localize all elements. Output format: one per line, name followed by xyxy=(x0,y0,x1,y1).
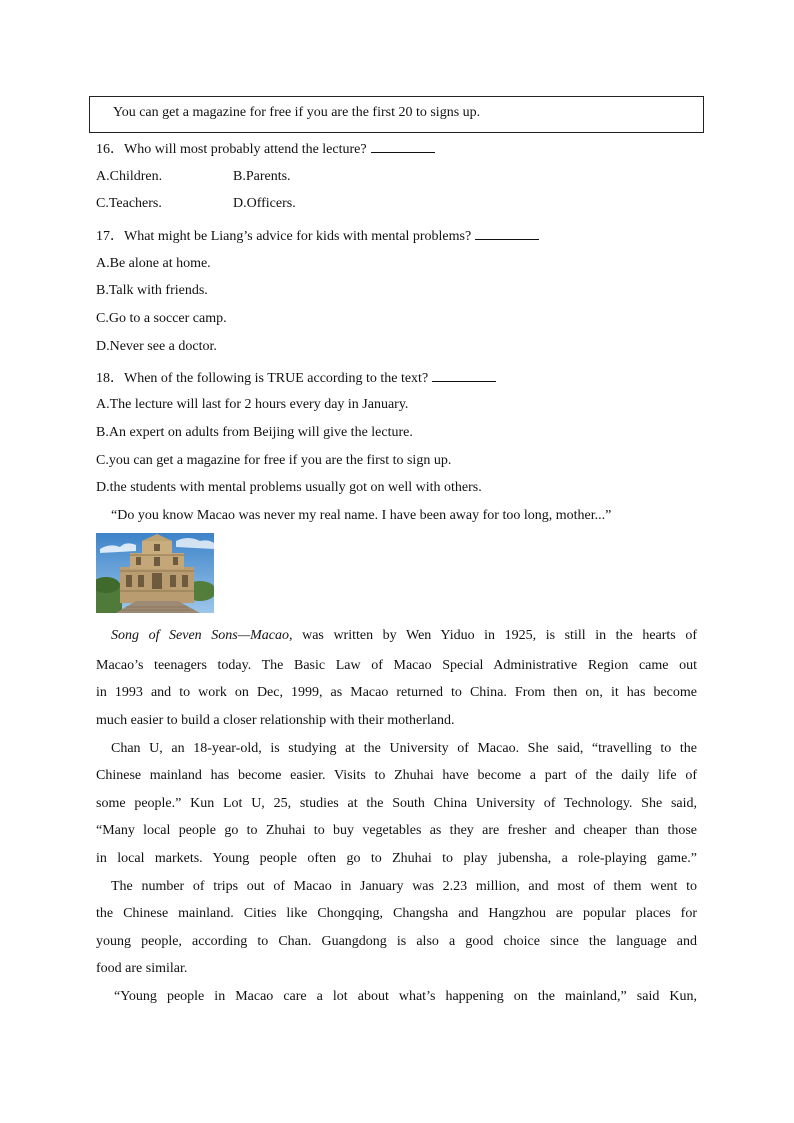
option-17a: A.Be alone at home. xyxy=(96,256,211,271)
paragraph-1-line-1 xyxy=(111,629,697,643)
question-17-stem: 17．What might be Liang’s advice for kids with mental problems? xyxy=(96,229,472,244)
option-16a: A.Children. xyxy=(96,169,163,184)
option-16d: D.Officers. xyxy=(233,196,296,211)
question-17 xyxy=(96,227,539,244)
macao-ruins-photo xyxy=(96,533,214,613)
paragraph-2-line-2: Chinese mainland has become easier. Visits to Zhuhai have become a part of the daily life of xyxy=(96,768,697,783)
question-18-stem: 18．When of the following is TRUE according to the text? xyxy=(96,371,429,386)
question-16-stem: 16．Who will most probably attend the lecture? xyxy=(96,142,367,157)
paragraph-2-line-4: “Many local people go to Zhuhai to buy vegetables as they are fresher and cheaper than those xyxy=(96,823,697,838)
option-18a: A.The lecture will last for 2 hours every day in January. xyxy=(96,397,409,412)
option-17c: C.Go to a soccer camp. xyxy=(96,311,227,326)
answer-blank-17 xyxy=(475,227,539,240)
answer-blank-18 xyxy=(432,369,496,382)
paragraph-2-line-5: in local markets. Young people often go to Zhuhai to play jubensha, a role-playing game.” xyxy=(96,851,697,866)
paragraph-1-line-1-text: , was written by Wen Yiduo in 1925, is still in the hearts of xyxy=(289,628,697,643)
question-18 xyxy=(96,369,496,386)
option-18c: C.you can get a magazine for free if you are the first to sign up. xyxy=(96,453,452,468)
answer-blank-16 xyxy=(371,140,435,153)
option-16b: B.Parents. xyxy=(233,169,291,184)
paragraph-2-line-3: some people.” Kun Lot U, 25, studies at the South China University of Technology. She said, xyxy=(96,796,697,811)
option-17b: B.Talk with friends. xyxy=(96,283,208,298)
paragraph-3-line-3: young people, according to Chan. Guangdong is also a good choice since the language and xyxy=(96,934,697,949)
question-16 xyxy=(96,140,435,157)
option-16c: C.Teachers. xyxy=(96,196,162,211)
paragraph-1-line-2: Macao’s teenagers today. The Basic Law of Macao Special Administrative Region came out xyxy=(96,658,697,673)
ruins-of-st-pauls-image xyxy=(96,533,214,613)
option-18b: B.An expert on adults from Beijing will give the lecture. xyxy=(96,425,413,440)
paragraph-3-line-2: the Chinese mainland. Cities like Chongqing, Changsha and Hangzhou are popular places for xyxy=(96,906,697,921)
notice-box xyxy=(89,96,704,133)
notice-text: You can get a magazine for free if you are the first 20 to signs up. xyxy=(113,105,481,120)
paragraph-1-line-4: much easier to build a closer relationship with their motherland. xyxy=(96,713,455,728)
paragraph-3-line-1: The number of trips out of Macao in January was 2.23 million, and most of them went to xyxy=(111,879,697,894)
song-title: Song of Seven Sons—Macao xyxy=(111,628,290,643)
paragraph-3-line-4: food are similar. xyxy=(96,961,188,976)
paragraph-1-line-3: in 1993 and to work on Dec, 1999, as Macao returned to China. From then on, it has become xyxy=(96,685,697,700)
option-17d: D.Never see a doctor. xyxy=(96,339,217,354)
option-18d: D.the students with mental problems usually got on well with others. xyxy=(96,480,482,495)
paragraph-4-line-1: “Young people in Macao care a lot about what’s happening on the mainland,” said Kun, xyxy=(114,989,697,1004)
paragraph-2-line-1: Chan U, an 18-year-old, is studying at the University of Macao. She said, “travelling to the xyxy=(111,741,697,756)
opening-quote: “Do you know Macao was never my real name. I have been away for too long, mother...” xyxy=(111,508,612,523)
